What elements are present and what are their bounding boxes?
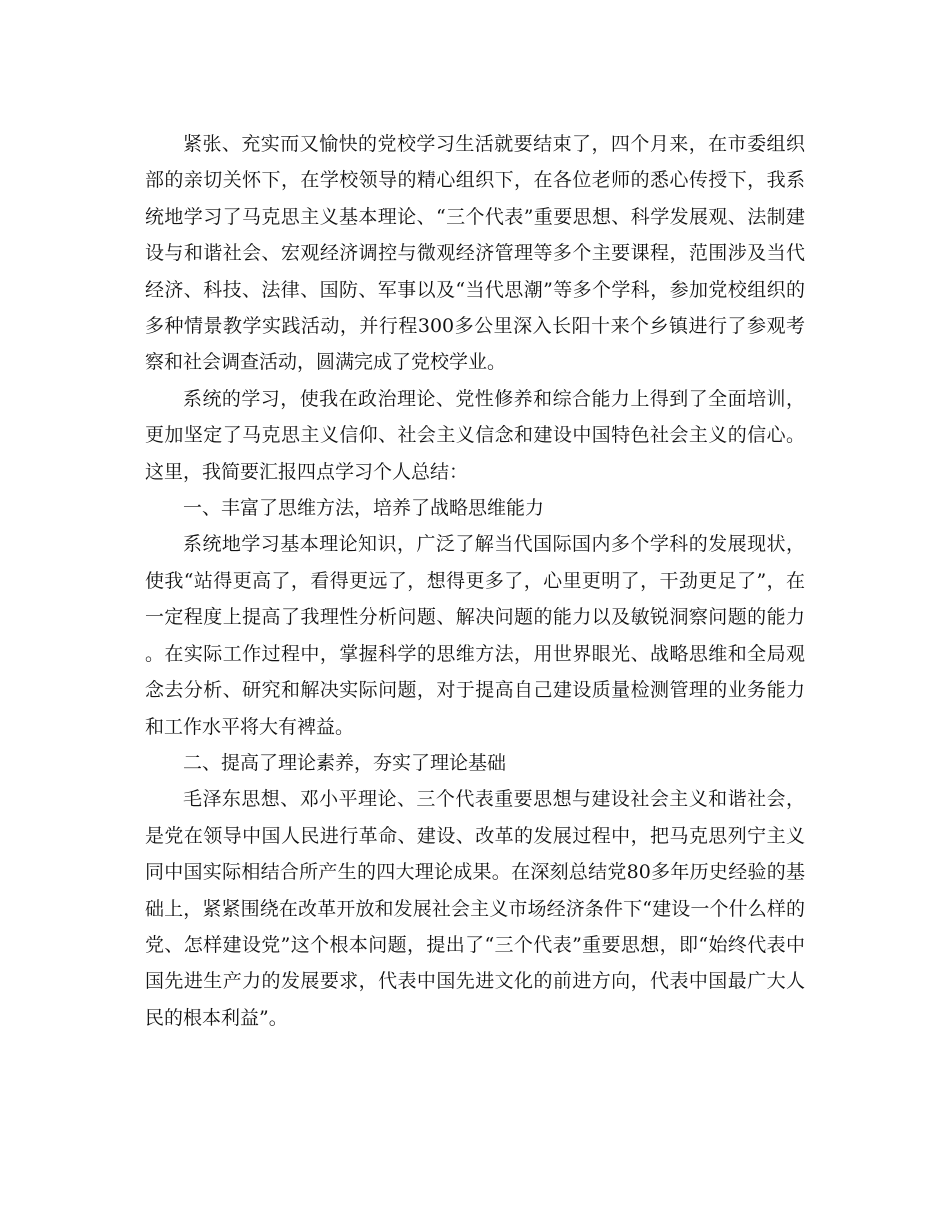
section-heading-1: 一、丰富了思维方法，培养了战略思维能力: [183, 497, 545, 520]
paragraph-summary-lead: 系统的学习，使我在政治理论、党性修养和综合能力上得到了全面培训，更加坚定了马克思主义信仰、社会主义信念和建设中国特色社会主义的信心。这里，我简要汇报四点学习个人总结：: [145, 387, 805, 483]
document-body: [145, 126, 805, 1036]
paragraph-intro: 紧张、充实而又愉快的党校学习生活就要结束了，四个月来，在市委组织部的亲切关怀下，在学校领导的精心组织下，在各位老师的悉心传授下，我系统地学习了马克思主义基本理论、“三个代表”重要思想、科学发展观、法制建设与和谐社会、宏观经济调控与微观经济管理等多个主要课程，范围涉及当代经济、科技、法律、国防、军事以及“当代思潮”等多个学科，参加党校组织的多种情景教学实践活动，并行程300多公里深入长阳十来个乡镇进行了参观考察和社会调查活动，圆满完成了党校学业。: [145, 133, 805, 374]
paragraph-section-1: 系统地学习基本理论知识，广泛了解当代国际国内多个学科的发展现状，使我“站得更高了，看得更远了，想得更多了，心里更明了，干劲更足了”，在一定程度上提高了我理性分析问题、解决问题的能力以及敏锐洞察问题的能力。在实际工作过程中，掌握科学的思维方法，用世界眼光、战略思维和全局观念去分析、研究和解决实际问题，对于提高自己建设质量检测管理的业务能力和工作水平将大有裨益。: [145, 533, 805, 738]
section-heading-2: 二、提高了理论素养，夯实了理论基础: [183, 751, 507, 774]
paragraph-section-2: 毛泽东思想、邓小平理论、三个代表重要思想与建设社会主义和谐社会，是党在领导中国人民进行革命、建设、改革的发展过程中，把马克思列宁主义同中国实际相结合所产生的四大理论成果。在深刻总结党80多年历史经验的基础上，紧紧围绕在改革开放和发展社会主义市场经济条件下“建设一个什么样的党、怎样建设党”这个根本问题，提出了“三个代表”重要思想，即“始终代表中国先进生产力的发展要求，代表中国先进文化的前进方向，代表中国最广大人民的根本利益”。: [145, 788, 805, 1029]
